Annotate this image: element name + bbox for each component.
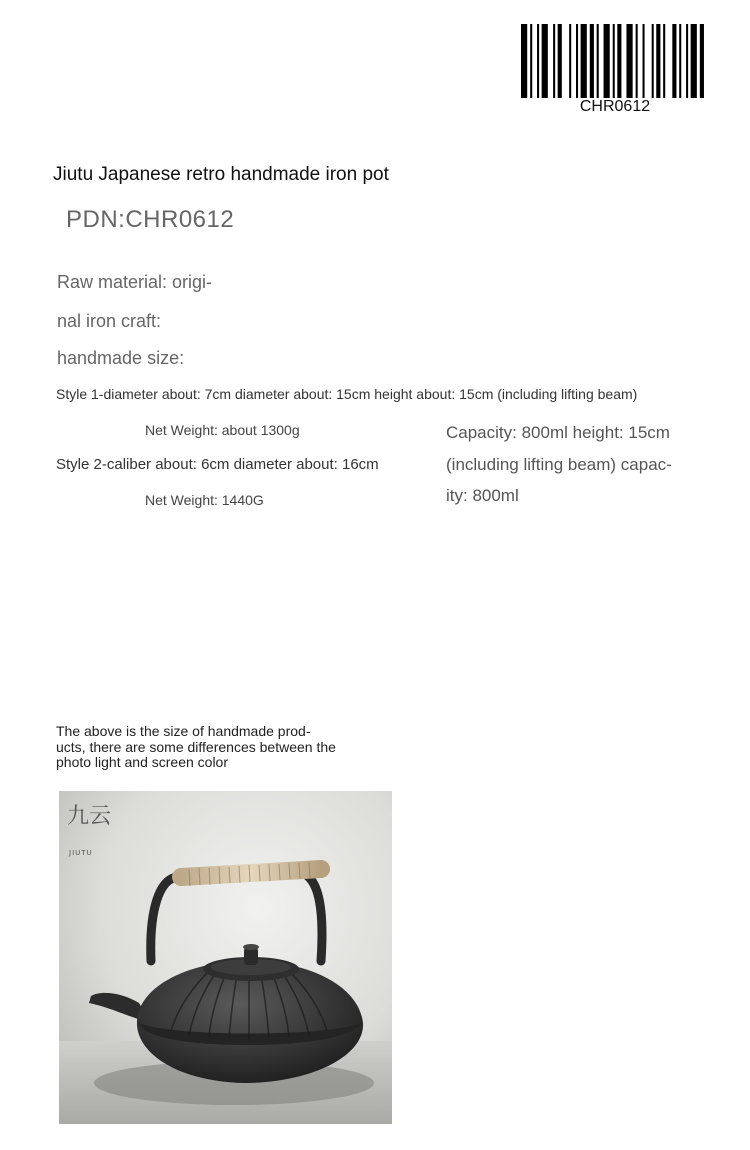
material-line-1: Raw material: origi- [57,272,213,292]
barcode-bar [672,24,676,98]
barcode-bar [542,24,548,98]
barcode-bar [558,24,562,98]
barcode-bar [597,24,599,98]
disclaimer-note: The above is the size of handmade prod- ucts, there are some differences between the photo light and screen color [56,723,336,770]
barcode-bar [590,24,594,98]
barcode-code: CHR0612 [579,98,651,115]
barcode-bar [530,24,532,98]
barcode [521,24,709,98]
product-photo [59,791,392,1124]
material-line-2: nal iron craft: [57,311,162,331]
capacity-spec: Capacity: 800ml height: 15cm (including lifting beam) capac- ity: 800ml [446,423,672,505]
style-1-net-weight: Net Weight: about 1300g [145,422,300,438]
barcode-bar [643,24,645,98]
product-title: Jiutu Japanese retro handmade iron pot [53,164,389,185]
barcode-bar [652,24,654,98]
barcode-bar [617,24,621,98]
barcode-bar [636,24,638,98]
barcode-bar [553,24,555,98]
barcode-bar [679,24,681,98]
barcode-bar [604,24,610,98]
style-2-net-weight: Net Weight: 1440G [145,492,264,508]
barcode-bar [656,24,660,98]
barcode-bar [686,24,688,98]
barcode-bar [537,24,539,98]
barcode-bar [691,24,697,98]
barcode-bar [626,24,632,98]
barcode-bar [663,24,665,98]
barcode-image [521,24,709,98]
iron-teapot-image [59,791,392,1124]
barcode-bar [576,24,578,98]
barcode-bar [613,24,615,98]
barcode-bar [521,24,527,98]
barcode-bar [700,24,704,98]
style-2-spec: Style 2-caliber about: 6cm diameter about: 16cm [56,456,379,473]
style-1-spec: Style 1-diameter about: 7cm diameter about: 15cm height about: 15cm (including lifting beam) [56,386,638,402]
material-line-3: handmade size: [57,348,185,368]
barcode-bar [581,24,587,98]
product-pdn: PDN:CHR0612 [66,206,235,233]
brand-logo-chars: 九云 [67,804,112,829]
brand-logo-text: JIUTU [69,849,93,857]
barcode-bar [569,24,571,98]
